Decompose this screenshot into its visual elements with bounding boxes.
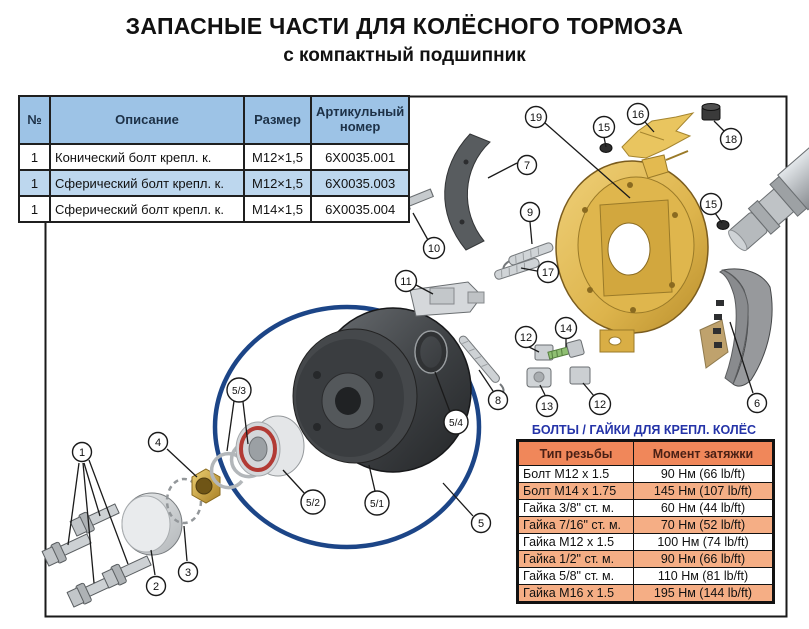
callout-label: 7 bbox=[523, 159, 531, 172]
table-row bbox=[19, 170, 409, 196]
dust-cap-18 bbox=[702, 104, 720, 121]
fitting-block-13 bbox=[527, 368, 551, 387]
table-cell: 90 Нм (66 lb/ft) bbox=[634, 551, 774, 568]
leader-line bbox=[227, 401, 234, 451]
table-cell: M12×1,5 bbox=[244, 144, 311, 170]
leader-line bbox=[89, 460, 128, 564]
table-cell: Гайка M16 x 1.5 bbox=[518, 585, 634, 603]
callout-label: 16 bbox=[631, 108, 645, 121]
leader-line bbox=[184, 526, 187, 561]
callout-label: 15 bbox=[597, 121, 611, 134]
table-cell: 100 Нм (74 lb/ft) bbox=[634, 534, 774, 551]
callout-label: 5 bbox=[477, 517, 485, 530]
table-cell: 1 bbox=[19, 144, 50, 170]
leader-line bbox=[84, 463, 100, 516]
table-cell: M12×1,5 bbox=[244, 170, 311, 196]
leader-line bbox=[167, 449, 197, 477]
parts-table-header bbox=[19, 96, 409, 144]
table-cell: Гайка 3/8" ст. м. bbox=[518, 500, 634, 517]
callout-label: 19 bbox=[529, 111, 543, 124]
callout-label: 12 bbox=[593, 398, 607, 411]
callout-label: 12 bbox=[519, 331, 533, 344]
leader-line bbox=[283, 470, 305, 494]
callout-label: 15 bbox=[704, 198, 718, 211]
brake-shoe-left bbox=[445, 134, 490, 250]
table-cell: Гайка 1/2" ст. м. bbox=[518, 551, 634, 568]
table-row bbox=[518, 466, 774, 483]
table-cell: Сферический болт крепл. к. bbox=[50, 196, 244, 222]
torque-table-body bbox=[518, 466, 774, 603]
callout-label: 4 bbox=[154, 436, 162, 449]
brake-shoe-right bbox=[700, 269, 772, 386]
table-cell: 1 bbox=[19, 196, 50, 222]
callout-label: 5/4 bbox=[449, 417, 463, 429]
leader-line bbox=[488, 163, 517, 178]
callout-label: 1 bbox=[78, 446, 86, 459]
table-row bbox=[518, 517, 774, 534]
leader-line bbox=[530, 222, 532, 244]
table-row bbox=[19, 196, 409, 222]
callout-label: 5/1 bbox=[370, 498, 384, 510]
callout-label: 18 bbox=[724, 133, 738, 146]
table-cell: 1 bbox=[19, 170, 50, 196]
table-cell: 60 Нм (44 lb/ft) bbox=[634, 500, 774, 517]
callout-label: 17 bbox=[541, 266, 555, 279]
rubber-plug-15b bbox=[717, 221, 729, 230]
hub-cap bbox=[122, 493, 182, 555]
table-cell: Болт M12 x 1.5 bbox=[518, 466, 634, 483]
table-cell: 90 Нм (66 lb/ft) bbox=[634, 466, 774, 483]
table-row bbox=[518, 483, 774, 500]
parts-table bbox=[18, 95, 410, 223]
table-cell: 6X0035.001 bbox=[311, 144, 409, 170]
table-row bbox=[518, 534, 774, 551]
table-cell: 195 Нм (144 lb/ft) bbox=[634, 585, 774, 603]
table-cell: Сферический болт крепл. к. bbox=[50, 170, 244, 196]
column-header: Артикульный номер bbox=[311, 96, 409, 144]
brake-drum bbox=[293, 308, 471, 472]
column-header: Описание bbox=[50, 96, 244, 144]
table-cell: Конический болт крепл. к. bbox=[50, 144, 244, 170]
page-title: ЗАПАСНЫЕ ЧАСТИ ДЛЯ КОЛЁСНОГО ТОРМОЗА bbox=[125, 13, 684, 39]
table-cell: M14×1,5 bbox=[244, 196, 311, 222]
table-cell: Гайка 7/16" ст. м. bbox=[518, 517, 634, 534]
callout-label: 3 bbox=[184, 566, 192, 579]
table-cell: 110 Нм (81 lb/ft) bbox=[634, 568, 774, 585]
callout-label: 5/3 bbox=[232, 385, 246, 397]
table-row bbox=[518, 585, 774, 603]
brake-backplate bbox=[556, 151, 708, 352]
callout-label: 8 bbox=[494, 394, 502, 407]
callout-label: 14 bbox=[559, 322, 573, 335]
leader-line bbox=[443, 483, 473, 516]
torque-section bbox=[516, 423, 772, 604]
page-subtitle: с компактный подшипник bbox=[283, 45, 526, 66]
table-cell: Болт M14 x 1.75 bbox=[518, 483, 634, 500]
table-cell: Гайка M12 x 1.5 bbox=[518, 534, 634, 551]
torque-table bbox=[516, 439, 775, 604]
fitting-block-12b bbox=[570, 367, 590, 384]
callout-label: 9 bbox=[526, 206, 534, 219]
table-cell: Гайка 5/8" ст. м. bbox=[518, 568, 634, 585]
table-row bbox=[19, 144, 409, 170]
callout-label: 10 bbox=[427, 242, 441, 255]
table-cell: 145 Нм (107 lb/ft) bbox=[634, 483, 774, 500]
table-row bbox=[518, 551, 774, 568]
table-row bbox=[518, 500, 774, 517]
torque-table-title: БОЛТЫ / ГАЙКИ ДЛЯ КРЕПЛ. КОЛЁС bbox=[531, 423, 757, 437]
leader-line bbox=[583, 383, 594, 396]
torque-table-header bbox=[518, 441, 774, 466]
callout-label: 13 bbox=[540, 400, 554, 413]
parts-table-body bbox=[19, 144, 409, 222]
leader-line bbox=[714, 121, 724, 131]
callout-label: 5/2 bbox=[306, 497, 320, 509]
column-header: № bbox=[19, 96, 50, 144]
column-header: Тип резьбы bbox=[518, 441, 634, 466]
table-row bbox=[518, 568, 774, 585]
table-cell: 70 Нм (52 lb/ft) bbox=[634, 517, 774, 534]
callout-label: 6 bbox=[753, 397, 761, 410]
column-header: Размер bbox=[244, 96, 311, 144]
table-cell: 6X0035.004 bbox=[311, 196, 409, 222]
brass-nut bbox=[192, 469, 220, 503]
column-header: Момент затяжки bbox=[634, 441, 774, 466]
callout-label: 11 bbox=[400, 275, 412, 288]
leader-line bbox=[413, 213, 428, 240]
callout-label: 2 bbox=[152, 580, 160, 593]
table-cell: 6X0035.003 bbox=[311, 170, 409, 196]
